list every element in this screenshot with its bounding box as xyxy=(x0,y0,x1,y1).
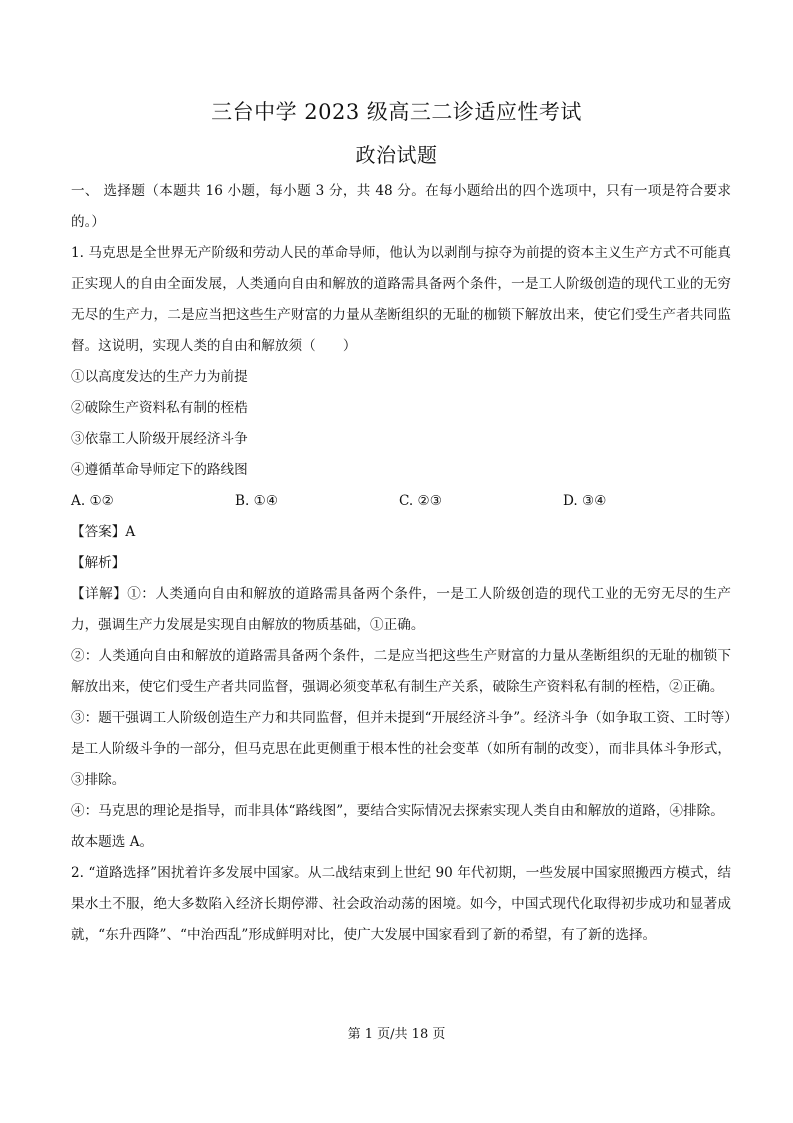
question-1-stem: 1. 马克思是全世界无产阶级和劳动人民的革命导师，他认为以剥削与掠夺为前提的资本主义生产方式不可能真正实现人的自由全面发展，人类通向自由和解放的道路需具备两个条件，一是工人阶级创造的现代工业的无穷无尽的生产力，二是应当把这些生产财富的力量从垄断组织的无耻的枷锁下解放出来，使它们受生产者共同监督。这说明，实现人类的自由和解放须（ ） xyxy=(71,245,731,354)
option-a: A. ①② xyxy=(71,493,114,509)
analysis-detail-2: ②：人类通向自由和解放的道路需具备两个条件，二是应当把这些生产财富的力量从垄断组织的无耻的枷锁下解放出来，使它们受生产者共同监督，强调必须变革私有制生产关系，破除生产资料私有制的桎梏，②正确。 xyxy=(71,648,731,695)
analysis-detail-3: ③：题干强调工人阶级创造生产力和共同监督，但并未提到“开展经济斗争”。经济斗争（如争取工资、工时等）是工人阶级斗争的一部分，但马克思在此更侧重于根本性的社会变革（如所有制的改变），而非具体斗争形式，③排除。 xyxy=(71,710,731,788)
question-1-item-4: ④遵循革命导师定下的路线图 xyxy=(71,462,248,478)
question-2-stem: 2. “道路选择”困扰着许多发展中国家。从二战结束到上世纪 90 年代初期，一些发展中国家照搬西方模式，结果水土不服，绝大多数陷入经济长期停滞、社会政治动荡的困境。如今，中国式现代化取得初步成功和显著成就，“东升西降”、“中治西乱”形成鲜明对比，使广大发展中国家看到了新的希望，有了新的选择。 xyxy=(71,865,731,943)
question-1-item-3: ③依靠工人阶级开展经济斗争 xyxy=(71,431,248,447)
option-b: B. ①④ xyxy=(235,493,279,509)
analysis-label: 【解析】 xyxy=(71,555,126,571)
answer-label: 【答案】A xyxy=(71,524,136,540)
question-1-conclusion: 故本题选 A。 xyxy=(71,834,154,850)
option-d: D. ③④ xyxy=(563,493,607,509)
exam-title: 三台中学 2023 级高三二诊适应性考试 xyxy=(211,100,582,124)
analysis-detail-4: ④：马克思的理论是指导，而非具体“路线图”，要结合实际情况去探索实现人类自由和解放的道路，④排除。 xyxy=(71,803,724,819)
analysis-detail-1: 【详解】①：人类通向自由和解放的道路需具备两个条件，一是工人阶级创造的现代工业的无穷无尽的生产力，强调生产力发展是实现自由解放的物质基础，①正确。 xyxy=(71,586,731,633)
document-body xyxy=(71,176,731,951)
question-1-item-2: ②破除生产资料私有制的桎梏 xyxy=(71,400,248,416)
section-heading: 一、 选择题（本题共 16 小题，每小题 3 分，共 48 分。在每小题给出的四个选项中，只有一项是符合要求的。） xyxy=(71,183,731,230)
option-c: C. ②③ xyxy=(399,493,442,509)
exam-subject: 政治试题 xyxy=(355,143,438,167)
question-1-options xyxy=(71,486,731,517)
page-number: 第 1 页/共 18 页 xyxy=(347,1027,446,1042)
question-1-item-1: ①以高度发达的生产力为前提 xyxy=(71,369,248,385)
